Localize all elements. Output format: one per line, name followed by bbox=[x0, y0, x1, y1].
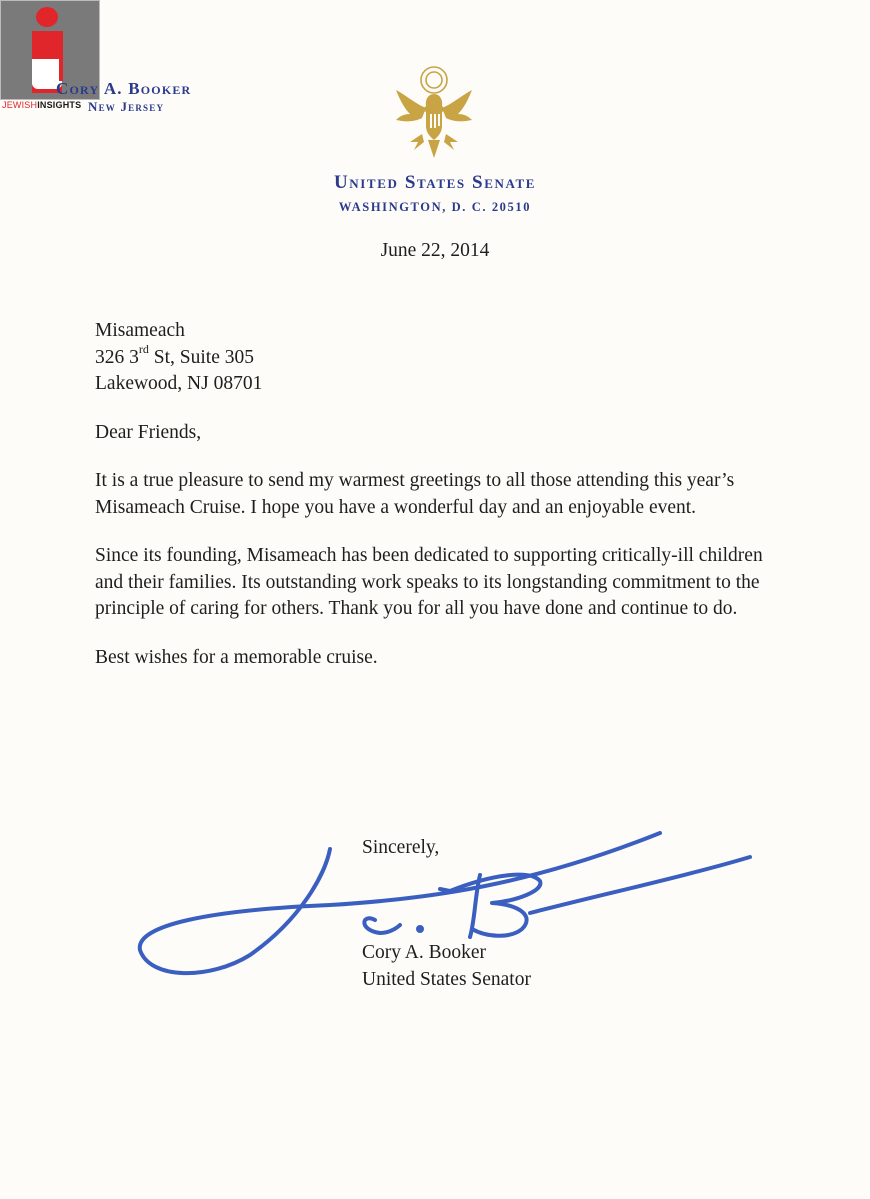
senate-letterhead bbox=[0, 172, 870, 215]
signer-block bbox=[362, 940, 531, 993]
paragraph-3: Best wishes for a memorable cruise. bbox=[95, 646, 378, 668]
salutation: Dear Friends, bbox=[95, 421, 202, 443]
signer-title: United States Senator bbox=[362, 968, 531, 990]
institution-name: United States Senate bbox=[333, 172, 537, 193]
sender-block bbox=[56, 80, 191, 116]
closing: Sincerely, bbox=[362, 837, 440, 858]
signer-name: Cory A. Booker bbox=[362, 942, 487, 963]
recipient-street: 326 3rd St, Suite 305 bbox=[95, 342, 254, 368]
letter-date: June 22, 2014 bbox=[380, 240, 490, 261]
paragraph-1: It is a true pleasure to send my warmest greetings to all those attending this year’s Misameach Cruise. I hope you have a wonderful day and an enjoyable event. bbox=[95, 470, 735, 518]
recipient-city: Lakewood, NJ 08701 bbox=[95, 373, 263, 394]
sender-state: New Jersey bbox=[88, 99, 165, 114]
sender-name: Cory A. Booker bbox=[56, 79, 192, 98]
senate-seal-icon bbox=[392, 64, 476, 160]
watermark-text: JEWISHINSIGHTS bbox=[2, 100, 82, 110]
letter-body bbox=[95, 318, 795, 671]
paragraph-2: Since its founding, Misameach has been dedicated to supporting critically-ill children and their families. Its outstanding work speaks to its longstanding commitment to the principle of caring for others. Thank you for all you have done and continue to do. bbox=[95, 545, 763, 619]
recipient-address bbox=[95, 318, 795, 398]
recipient-name: Misameach bbox=[95, 320, 185, 341]
institution-address: WASHINGTON, D. C. 20510 bbox=[338, 200, 532, 214]
